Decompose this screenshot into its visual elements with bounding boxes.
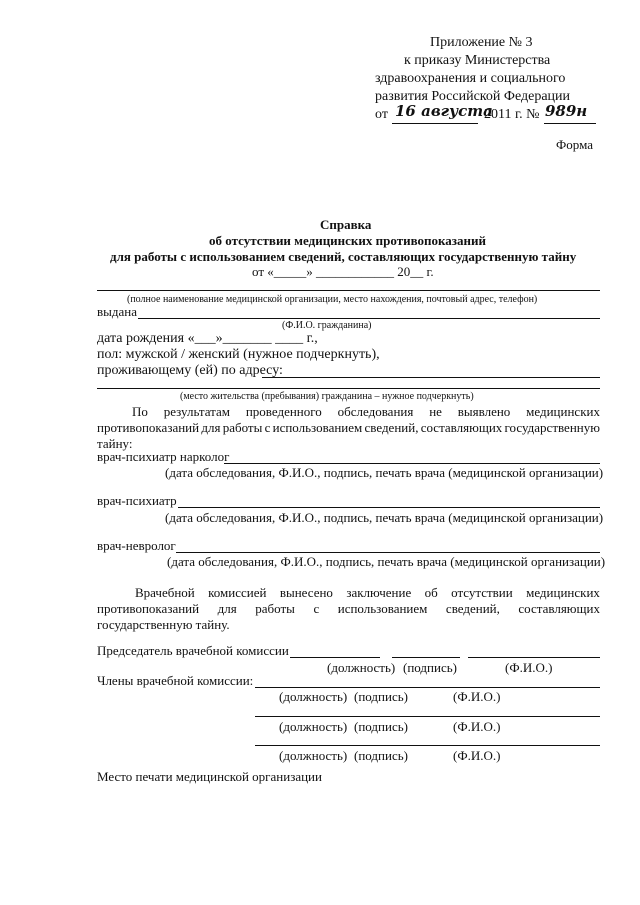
member2-position-caption: (должность) <box>279 719 348 734</box>
conclusion-para1-line2: противопоказаний для работы с использованием сведений, составляющих государственную <box>97 420 600 435</box>
title-subline-1: об отсутствии медицинских противопоказаний <box>209 233 486 248</box>
doctor-narcologist-field[interactable] <box>224 463 600 464</box>
address-field-1[interactable] <box>262 377 600 378</box>
doctor-psychiatrist-field[interactable] <box>178 507 600 508</box>
order-number-underline <box>544 123 596 124</box>
chairman-position-field[interactable] <box>290 657 380 658</box>
member1-fio-caption: (Ф.И.О.) <box>453 689 501 704</box>
commission-para-line1: Врачебной комиссией вынесено заключение об отсутствии медицинских <box>135 585 600 600</box>
member3-field[interactable] <box>255 745 600 746</box>
commission-para-line3: государственную тайну. <box>97 617 230 632</box>
chairman-fio-field[interactable] <box>468 657 600 658</box>
member3-position-caption: (должность) <box>279 748 348 763</box>
member2-field[interactable] <box>255 716 600 717</box>
chairman-signature-caption: (подпись) <box>403 660 457 675</box>
organization-caption: (полное наименование медицинской организации, место нахождения, почтовый адрес, телефон) <box>127 294 538 305</box>
doctor-neurologist-label: врач-невролог <box>97 538 176 553</box>
appendix-number: Приложение № 3 <box>430 35 533 50</box>
order-date-handwritten: 16 августа <box>395 102 493 120</box>
conclusion-para1-line1: По результатам проведенного обследования не выявлено медицинских <box>132 404 600 419</box>
order-reference-line1: к приказу Министерства <box>404 53 551 68</box>
member1-position-caption: (должность) <box>279 689 348 704</box>
organization-name-field[interactable] <box>97 290 600 291</box>
form-label: Форма <box>556 137 593 152</box>
certificate-date-line: от «_____» ____________ 20__ г. <box>252 264 434 279</box>
order-reference-line2: здравоохранения и социального <box>375 71 566 86</box>
doctor-psychiatrist-caption: (дата обследования, Ф.И.О., подпись, печать врача (медицинской организации) <box>165 510 604 525</box>
chairman-position-caption: (должность) <box>327 660 396 675</box>
citizen-name-field[interactable] <box>138 318 600 319</box>
sex-line: пол: мужской / женский (нужное подчеркнуть), <box>97 347 380 362</box>
member1-signature-caption: (подпись) <box>354 689 408 704</box>
address-field-2[interactable] <box>97 388 600 389</box>
member3-fio-caption: (Ф.И.О.) <box>453 748 501 763</box>
birth-date-line: дата рождения «___»_______ ____ г., <box>97 331 318 346</box>
member1-field[interactable] <box>255 687 600 688</box>
title-subline-2: для работы с использованием сведений, составляющих государственную тайну <box>110 249 577 264</box>
order-date-prefix: от <box>375 107 388 122</box>
doctor-psychiatrist-label: врач-психиатр <box>97 493 177 508</box>
commission-para-line2: противопоказаний для работы с использованием сведений, составляющих <box>97 601 600 616</box>
chairman-label: Председатель врачебной комиссии <box>97 643 289 658</box>
doctor-neurologist-caption: (дата обследования, Ф.И.О., подпись, печать врача (медицинской организации) <box>167 554 606 569</box>
order-number-handwritten: 989н <box>545 102 588 120</box>
issued-label: выдана <box>97 304 137 319</box>
citizen-name-caption: (Ф.И.О. гражданина) <box>282 320 372 331</box>
conclusion-para1-line3: тайну: <box>97 436 133 451</box>
order-number-prefix: 2011 г. № <box>484 107 540 122</box>
stamp-place-label: Место печати медицинской организации <box>97 769 322 784</box>
address-label: проживающему (ей) по адресу: <box>97 363 283 378</box>
document-title: Справка <box>320 217 372 232</box>
chairman-fio-caption: (Ф.И.О.) <box>505 660 553 675</box>
members-label: Члены врачебной комиссии: <box>97 673 254 688</box>
doctor-narcologist-caption: (дата обследования, Ф.И.О., подпись, печать врача (медицинской организации) <box>165 465 604 480</box>
order-date-underline <box>392 123 478 124</box>
chairman-signature-field[interactable] <box>392 657 460 658</box>
member3-signature-caption: (подпись) <box>354 748 408 763</box>
member2-signature-caption: (подпись) <box>354 719 408 734</box>
member2-fio-caption: (Ф.И.О.) <box>453 719 501 734</box>
order-reference-line3: развития Российской Федерации <box>375 89 571 104</box>
residence-caption: (место жительства (пребывания) гражданина – нужное подчеркнуть) <box>180 391 474 402</box>
doctor-narcologist-label: врач-психиатр нарколог <box>97 449 230 464</box>
doctor-neurologist-field[interactable] <box>176 552 600 553</box>
